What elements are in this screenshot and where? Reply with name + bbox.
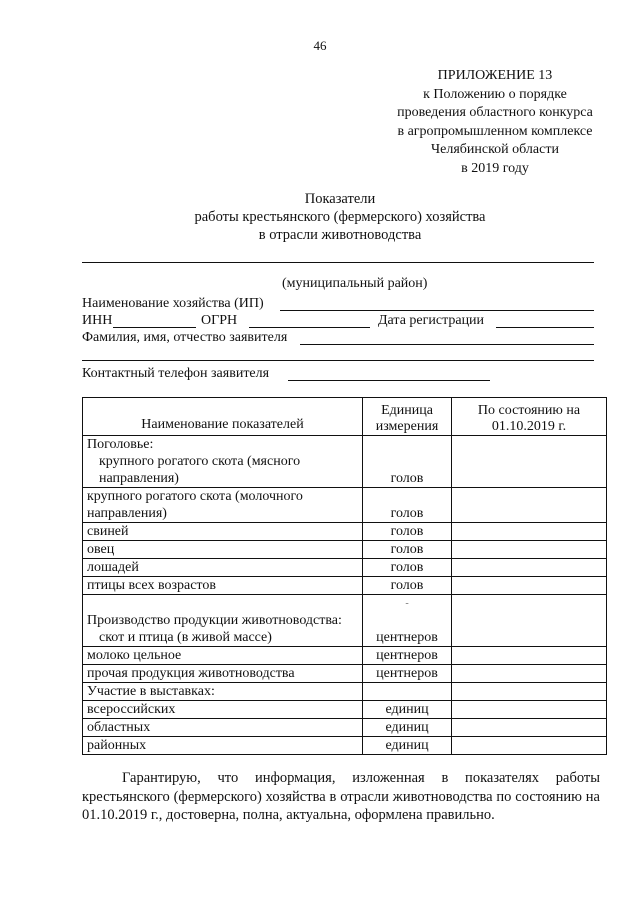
registration-date-label: Дата регистрации (378, 313, 485, 328)
title-line: работы крестьянского (фермерского) хозяйства (194, 209, 486, 225)
page-number: 46 (313, 38, 327, 53)
applicant-field-line-2[interactable] (82, 346, 594, 361)
appendix-line: в агропромышленном комплексе (397, 123, 593, 139)
farm-name-field-line[interactable] (280, 296, 594, 311)
value-cell[interactable] (452, 683, 607, 701)
value-cell[interactable] (452, 595, 607, 647)
table-row (83, 559, 607, 577)
appendix-line: Челябинской области (431, 142, 559, 157)
value-cell[interactable] (452, 737, 607, 755)
appendix-header (360, 67, 630, 178)
header-name: Наименование показателей (83, 398, 363, 436)
table-row (83, 683, 607, 701)
unit-cell: голов (363, 559, 452, 577)
table-header-row (83, 398, 607, 436)
inn-label: ИНН (82, 313, 113, 328)
table-row (83, 541, 607, 559)
row-label: крупного рогатого скота (молочного направления) (83, 488, 363, 523)
header-value: По состоянию на 01.10.2019 г. (452, 398, 607, 436)
table-row (83, 577, 607, 595)
table-row (83, 595, 607, 647)
table-row (83, 665, 607, 683)
dash-mark: - (405, 598, 409, 609)
value-cell[interactable] (452, 577, 607, 595)
indicators-table (82, 397, 607, 755)
value-cell[interactable] (452, 488, 607, 523)
table-row (83, 737, 607, 755)
phone-label: Контактный телефон заявителя (82, 366, 270, 381)
unit-cell: единиц (363, 719, 452, 737)
district-field-line[interactable] (82, 262, 594, 263)
row-label: областных (83, 719, 363, 737)
table-row (83, 701, 607, 719)
row-label: крупного рогатого скота (мясного направления) (99, 454, 301, 486)
unit-cell: голов (363, 523, 452, 541)
unit-cell: центнеров (363, 665, 452, 683)
table-row (83, 647, 607, 665)
appendix-line: к Положению о порядке (423, 86, 567, 102)
district-label: (муниципальный район) (282, 276, 428, 291)
section-livestock (83, 436, 363, 488)
ogrn-field-line[interactable] (249, 313, 370, 328)
value-cell[interactable] (452, 523, 607, 541)
applicant-field-line[interactable] (300, 330, 594, 345)
unit-text: центнеров (376, 630, 438, 645)
value-cell[interactable] (452, 647, 607, 665)
section-title: Производство продукции животноводства: (87, 613, 342, 628)
value-cell[interactable] (452, 436, 607, 488)
unit-cell: голов (363, 577, 452, 595)
table-row (83, 719, 607, 737)
row-label: прочая продукция животноводства (83, 665, 363, 683)
unit-cell (363, 595, 452, 647)
row-label: молоко цельное (83, 647, 363, 665)
header-unit: Единица измерения (363, 398, 452, 436)
value-cell[interactable] (452, 665, 607, 683)
inn-field-line[interactable] (113, 313, 196, 328)
unit-cell: центнеров (363, 647, 452, 665)
row-label: свиней (83, 523, 363, 541)
unit-cell (363, 683, 452, 701)
appendix-line: в 2019 году (461, 160, 529, 176)
section-title: Поголовье: (87, 437, 154, 452)
appendix-title: ПРИЛОЖЕНИЕ 13 (437, 68, 553, 83)
farm-name-label: Наименование хозяйства (ИП) (82, 296, 264, 311)
table-row (83, 523, 607, 541)
row-label: птицы всех возрастов (83, 577, 363, 595)
value-cell[interactable] (452, 559, 607, 577)
table-row (83, 436, 607, 488)
row-label: скот и птица (в живой массе) (99, 630, 272, 645)
title-line: в отрасли животноводства (258, 227, 422, 243)
registration-date-field-line[interactable] (496, 313, 594, 328)
phone-field-line[interactable] (288, 366, 490, 381)
unit-cell: единиц (363, 701, 452, 719)
value-cell[interactable] (452, 719, 607, 737)
table-row (83, 488, 607, 523)
section-production (83, 595, 363, 647)
document-title (130, 190, 550, 244)
row-label: районных (83, 737, 363, 755)
appendix-line: проведения областного конкурса (397, 105, 593, 120)
unit-cell: голов (363, 541, 452, 559)
row-label: всероссийских (83, 701, 363, 719)
applicant-label: Фамилия, имя, отчество заявителя (82, 330, 288, 345)
ogrn-label: ОГРН (201, 313, 238, 328)
unit-cell: единиц (363, 737, 452, 755)
title-line: Показатели (304, 191, 376, 207)
row-label: овец (83, 541, 363, 559)
unit-cell: голов (363, 488, 452, 523)
value-cell[interactable] (452, 541, 607, 559)
unit-cell: голов (363, 436, 452, 488)
row-label: лошадей (83, 559, 363, 577)
value-cell[interactable] (452, 701, 607, 719)
section-exhibitions: Участие в выставках: (83, 683, 363, 701)
guarantee-paragraph: Гарантирую, что информация, изложенная в показателях работы крестьянского (фермерского) хозяйства в отрасли животноводства по состоянию на 01.10.2019 г., достоверна, полна, актуальна, оформлена правильно. (82, 770, 600, 823)
